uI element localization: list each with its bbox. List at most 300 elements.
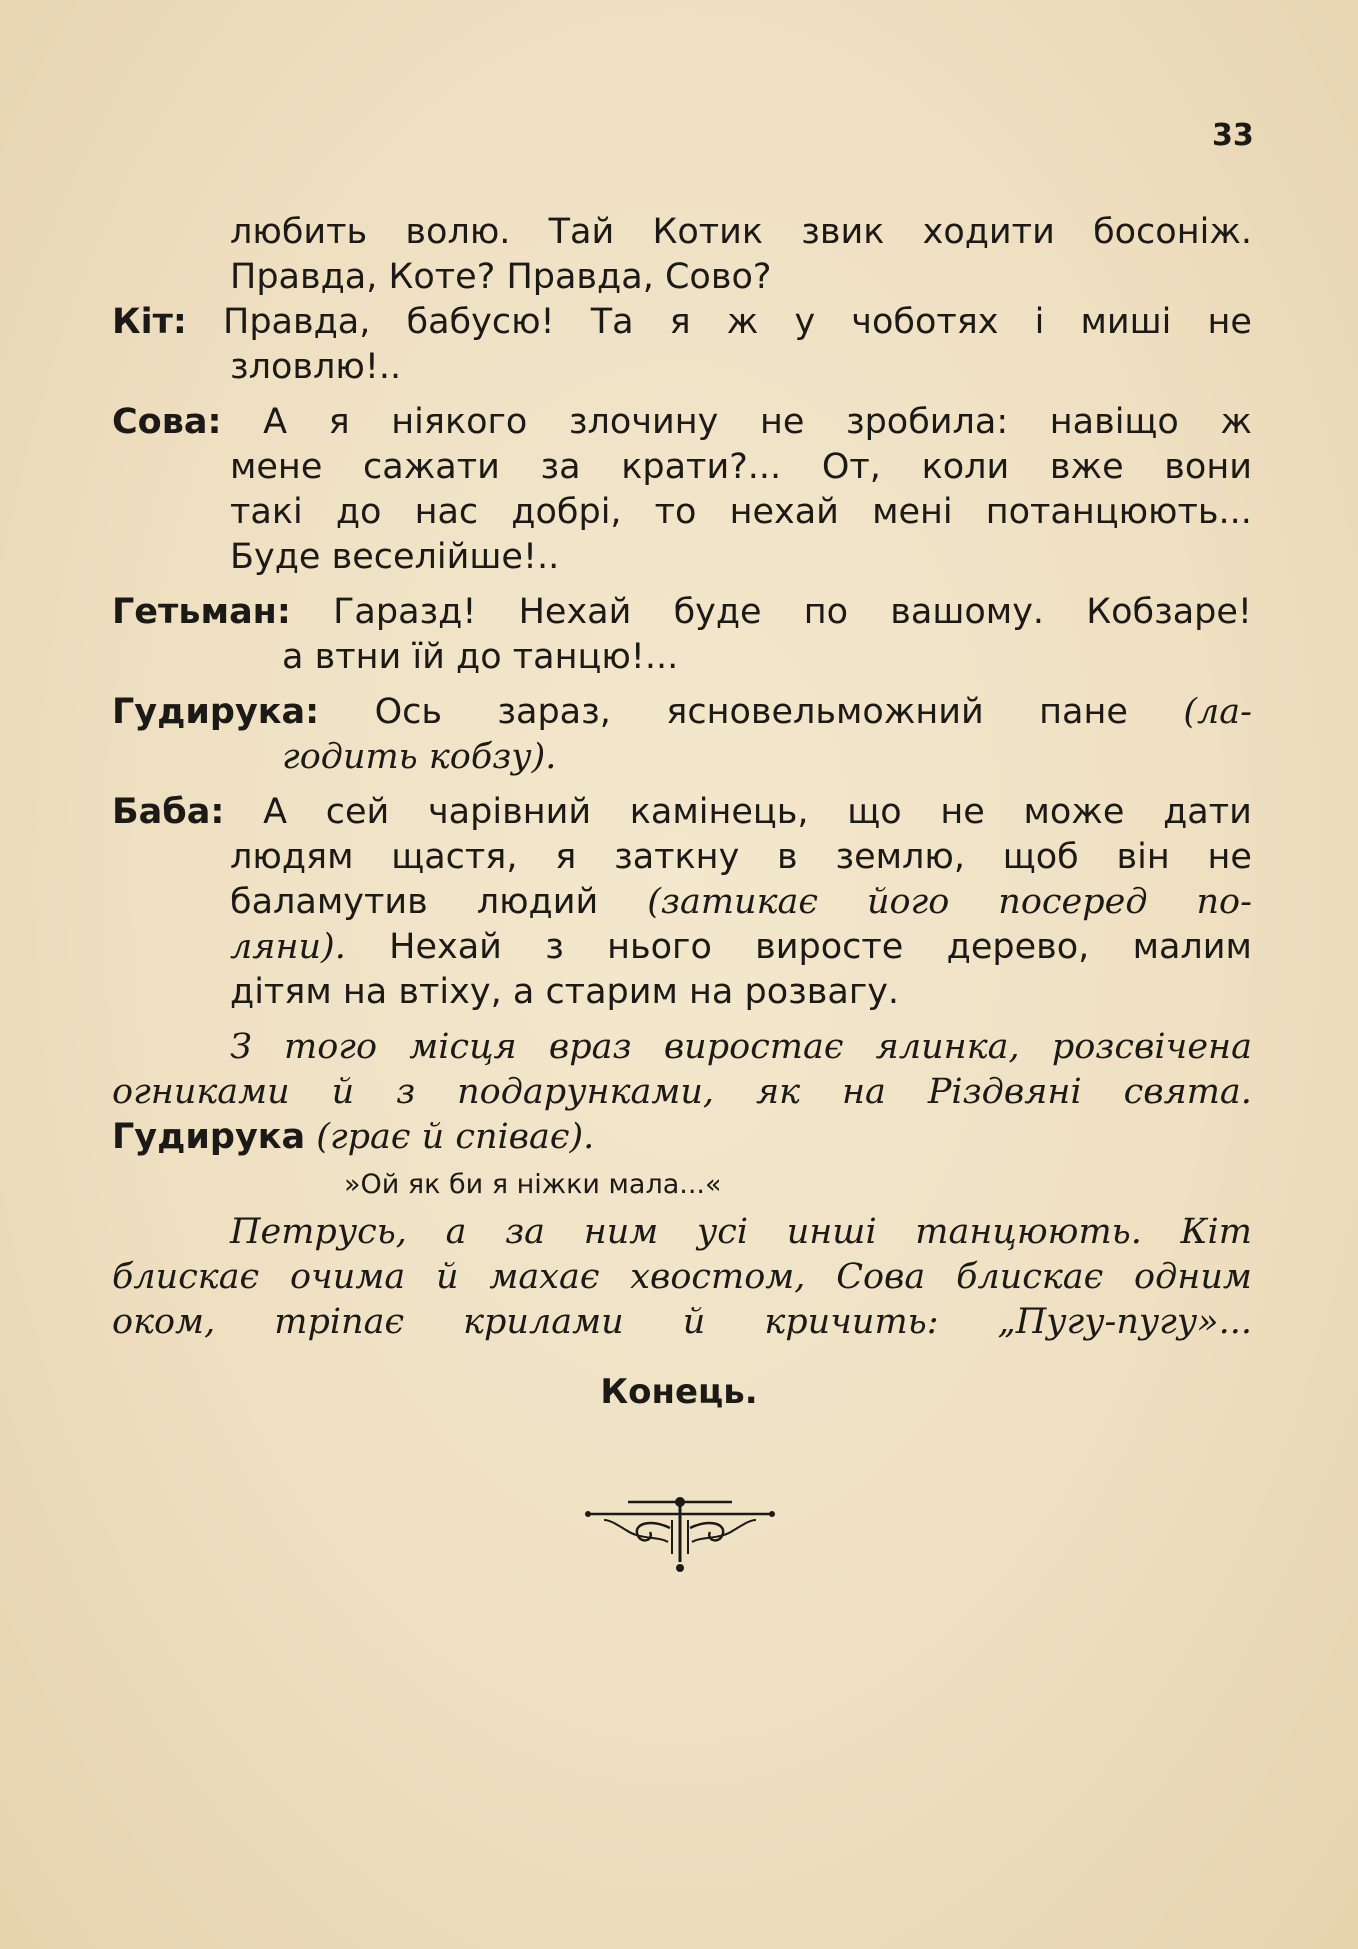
word: блискає bbox=[956, 1257, 1104, 1297]
dialogue-text: пане bbox=[1039, 692, 1128, 732]
dialogue-text: ж bbox=[726, 302, 759, 342]
word bbox=[456, 637, 502, 677]
dialogue-text: потанцюють... bbox=[985, 492, 1252, 532]
stage-direction: місця bbox=[409, 1027, 517, 1067]
stage-direction: огниками bbox=[112, 1072, 290, 1112]
word bbox=[230, 835, 354, 880]
dialogue-text: чарівний bbox=[428, 792, 592, 832]
text-line bbox=[112, 535, 1252, 580]
word bbox=[1093, 210, 1252, 255]
dialogue-text: я bbox=[555, 837, 577, 877]
stage-direction: враз bbox=[548, 1027, 632, 1067]
word bbox=[230, 880, 428, 925]
stage-direction: як bbox=[755, 1072, 801, 1112]
dialogue-text: у bbox=[794, 302, 816, 342]
dialogue-text: людям bbox=[230, 837, 354, 877]
dialogue-text: я bbox=[669, 302, 691, 342]
dialogue-lines bbox=[112, 210, 1252, 1160]
word bbox=[842, 1070, 886, 1115]
word bbox=[756, 1070, 800, 1115]
dialogue-text: ясновельможний bbox=[666, 692, 984, 732]
word: тріпає bbox=[274, 1302, 405, 1342]
text-line bbox=[112, 735, 1252, 780]
word bbox=[398, 972, 501, 1012]
dialogue-text: людий bbox=[476, 882, 599, 922]
word: блискає bbox=[112, 1257, 260, 1297]
word bbox=[986, 490, 1252, 535]
dialogue-text: виросте bbox=[755, 927, 904, 967]
dialogue-text: звик bbox=[801, 212, 885, 252]
dialogue-text: веселійше!.. bbox=[331, 537, 560, 577]
dialogue-text: заткну bbox=[614, 837, 740, 877]
word bbox=[1133, 925, 1252, 970]
dialogue-text: дітям bbox=[230, 972, 332, 1012]
word bbox=[506, 257, 653, 297]
word bbox=[851, 300, 998, 345]
word bbox=[315, 637, 402, 677]
speaker-name: Гетьман: bbox=[112, 592, 291, 632]
word: кричить: bbox=[764, 1302, 939, 1342]
word: хвостом, bbox=[630, 1257, 806, 1297]
word bbox=[652, 210, 763, 255]
dialogue-text: на bbox=[689, 972, 734, 1012]
word bbox=[846, 400, 1008, 445]
stage-direction-closing bbox=[112, 1210, 1252, 1345]
word bbox=[591, 300, 634, 345]
word bbox=[230, 972, 332, 1012]
dialogue-text: босоніж. bbox=[1093, 212, 1252, 252]
word: усі bbox=[696, 1212, 749, 1252]
text-line bbox=[112, 635, 1252, 680]
word: инші bbox=[786, 1212, 877, 1252]
paragraph-gap bbox=[112, 680, 1252, 690]
dialogue-text: такі bbox=[230, 492, 303, 532]
word bbox=[375, 690, 442, 735]
word bbox=[112, 690, 319, 735]
word bbox=[569, 400, 718, 445]
word bbox=[333, 590, 476, 635]
text-line bbox=[112, 690, 1252, 735]
dialogue-text: малим bbox=[1132, 927, 1252, 967]
word bbox=[794, 300, 815, 345]
word bbox=[890, 590, 1044, 635]
word bbox=[777, 835, 798, 880]
stage-direction-line bbox=[112, 1210, 1252, 1255]
dialogue-text: втни bbox=[314, 637, 402, 677]
word bbox=[112, 400, 222, 445]
dialogue-text: і bbox=[1034, 302, 1045, 342]
word bbox=[607, 925, 712, 970]
word bbox=[1197, 880, 1252, 925]
word: одним bbox=[1134, 1257, 1252, 1297]
dialogue-text: нього bbox=[607, 927, 712, 967]
word bbox=[1086, 590, 1252, 635]
stage-direction: на bbox=[841, 1072, 886, 1112]
word bbox=[630, 790, 809, 835]
dialogue-text: Кобзаре! bbox=[1086, 592, 1252, 632]
dialogue-text: старим bbox=[545, 972, 678, 1012]
dialogue-text: зараз, bbox=[497, 692, 611, 732]
stage-direction: Різдвяні bbox=[927, 1072, 1082, 1112]
word bbox=[614, 835, 739, 880]
dialogue-text: чоботях bbox=[851, 302, 999, 342]
word bbox=[545, 925, 564, 970]
word bbox=[928, 1070, 1082, 1115]
word bbox=[329, 400, 350, 445]
text-line bbox=[112, 970, 1252, 1015]
stage-direction: розсвічена bbox=[1051, 1027, 1252, 1067]
dialogue-text: навіщо bbox=[1049, 402, 1179, 442]
word: а bbox=[445, 1212, 467, 1252]
word bbox=[422, 1117, 445, 1157]
word bbox=[1080, 300, 1171, 345]
dialogue-text: я bbox=[328, 402, 350, 442]
dialogue-text: землю, bbox=[835, 837, 965, 877]
word bbox=[112, 1070, 290, 1115]
dialogue-text: щастя, bbox=[391, 837, 518, 877]
word bbox=[541, 445, 581, 490]
word bbox=[1183, 690, 1252, 735]
dialogue-text: розвагу. bbox=[744, 972, 900, 1012]
word bbox=[326, 790, 390, 835]
word bbox=[674, 590, 762, 635]
word bbox=[555, 835, 576, 880]
dialogue-text: а bbox=[282, 637, 304, 677]
word bbox=[112, 1117, 305, 1157]
page-number: 33 bbox=[1212, 118, 1254, 153]
dialogue-text: Сово? bbox=[664, 257, 772, 297]
word bbox=[513, 637, 678, 677]
stage-direction: посеред bbox=[998, 882, 1148, 922]
word: махає bbox=[489, 1257, 600, 1297]
dialogue-text: щоб bbox=[1002, 837, 1079, 877]
speaker-name: Кіт: bbox=[112, 302, 187, 342]
dialogue-text: вже bbox=[1049, 447, 1124, 487]
text-line bbox=[112, 210, 1252, 255]
word bbox=[407, 300, 555, 345]
dialogue-text: зробила: bbox=[845, 402, 1009, 442]
word bbox=[428, 790, 591, 835]
word bbox=[1124, 1070, 1252, 1115]
dialogue-text: їй bbox=[412, 637, 445, 677]
text-line bbox=[112, 880, 1252, 925]
stage-direction: співає). bbox=[455, 1117, 595, 1157]
word bbox=[867, 880, 949, 925]
stage-direction: його bbox=[866, 882, 950, 922]
text-line bbox=[112, 790, 1252, 835]
stage-direction: ляни). bbox=[230, 927, 346, 967]
dialogue-text: камінець, bbox=[629, 792, 809, 832]
text-line bbox=[112, 300, 1252, 345]
word bbox=[549, 1025, 632, 1070]
paragraph-gap bbox=[112, 580, 1252, 590]
text-line bbox=[112, 590, 1252, 635]
dialogue-text: А bbox=[263, 792, 288, 832]
dialogue-text: бабусю! bbox=[406, 302, 555, 342]
word bbox=[1163, 790, 1252, 835]
word bbox=[112, 300, 187, 345]
word bbox=[230, 347, 401, 387]
word: ним bbox=[583, 1212, 659, 1252]
dialogue-text: ніякого bbox=[391, 402, 528, 442]
word bbox=[230, 1025, 252, 1070]
play-text bbox=[112, 210, 1252, 1345]
dialogue-text: крати?... bbox=[621, 447, 782, 487]
word: Сова bbox=[836, 1257, 926, 1297]
word bbox=[343, 972, 387, 1012]
text-line bbox=[112, 835, 1252, 880]
text-line bbox=[112, 400, 1252, 445]
dialogue-text: нехай bbox=[729, 492, 839, 532]
word bbox=[263, 790, 287, 835]
dialogue-text: може bbox=[1023, 792, 1125, 832]
word bbox=[429, 737, 557, 777]
word bbox=[545, 972, 677, 1012]
word bbox=[1023, 790, 1124, 835]
word bbox=[282, 637, 303, 677]
word bbox=[455, 1117, 594, 1157]
dialogue-text: нас bbox=[414, 492, 479, 532]
stage-direction: годить bbox=[282, 737, 418, 777]
dialogue-text: вони bbox=[1164, 447, 1252, 487]
word bbox=[230, 257, 377, 297]
dialogue-text: він bbox=[1116, 837, 1170, 877]
word bbox=[1052, 1025, 1252, 1070]
word bbox=[391, 400, 527, 445]
dialogue-text: не bbox=[1207, 302, 1252, 342]
dialogue-text: добрі, bbox=[511, 492, 622, 532]
dialogue-text: сажати bbox=[363, 447, 500, 487]
word bbox=[457, 1070, 714, 1115]
dialogue-text: дерево, bbox=[946, 927, 1090, 967]
ornament-icon bbox=[580, 1480, 780, 1580]
dialogue-text: то bbox=[654, 492, 697, 532]
stage-direction: (грає bbox=[316, 1117, 411, 1157]
word bbox=[230, 537, 320, 577]
word bbox=[1164, 445, 1252, 490]
dialogue-text: миші bbox=[1080, 302, 1172, 342]
song-line: »Ой як би я ніжки мала...« bbox=[344, 1169, 722, 1200]
dialogue-text: злочину bbox=[568, 402, 719, 442]
dialogue-text: Гаразд! bbox=[333, 592, 477, 632]
text-line bbox=[112, 445, 1252, 490]
stage-direction: подарунками, bbox=[457, 1072, 715, 1112]
word bbox=[1039, 690, 1128, 735]
word bbox=[1116, 835, 1169, 880]
word bbox=[1035, 300, 1045, 345]
word bbox=[1003, 835, 1079, 880]
dialogue-text: Ось bbox=[374, 692, 442, 732]
word bbox=[872, 490, 953, 535]
dialogue-text: волю. bbox=[405, 212, 511, 252]
text-line bbox=[112, 490, 1252, 535]
ending-title: Конець. bbox=[600, 1372, 758, 1412]
stage-direction: з bbox=[396, 1072, 416, 1112]
word bbox=[621, 445, 781, 490]
stage-direction: виростає bbox=[663, 1027, 844, 1067]
word bbox=[847, 790, 901, 835]
dialogue-text: в bbox=[777, 837, 798, 877]
word: Кіт bbox=[1180, 1212, 1252, 1252]
dialogue-text: зловлю!.. bbox=[230, 347, 402, 387]
word bbox=[745, 972, 900, 1012]
dialogue-text: втіху, bbox=[398, 972, 502, 1012]
dialogue-text: не bbox=[759, 402, 805, 442]
dialogue-text: буде bbox=[673, 592, 762, 632]
word bbox=[1207, 835, 1251, 880]
dialogue-text: до bbox=[456, 637, 502, 677]
word bbox=[230, 490, 303, 535]
text-line bbox=[112, 1025, 1252, 1070]
word bbox=[670, 300, 691, 345]
word bbox=[112, 590, 291, 635]
dialogue-text: баламутив bbox=[230, 882, 428, 922]
stage-direction: того bbox=[284, 1027, 378, 1067]
word bbox=[804, 590, 848, 635]
word bbox=[412, 637, 444, 677]
dialogue-text: до bbox=[335, 492, 382, 532]
dialogue-text: А bbox=[263, 402, 288, 442]
word bbox=[727, 300, 759, 345]
stage-direction: (затикає bbox=[647, 882, 818, 922]
word bbox=[947, 925, 1090, 970]
text-line bbox=[112, 1070, 1252, 1115]
dialogue-text: не bbox=[940, 792, 985, 832]
word bbox=[282, 737, 418, 777]
dialogue-text: що bbox=[847, 792, 902, 832]
dialogue-text: по bbox=[803, 592, 849, 632]
stage-direction: свята. bbox=[1123, 1072, 1252, 1112]
word bbox=[549, 210, 615, 255]
dialogue-text: за bbox=[540, 447, 581, 487]
word: Петрусь, bbox=[230, 1212, 407, 1252]
word bbox=[391, 835, 517, 880]
dialogue-text: коли bbox=[921, 447, 1010, 487]
dialogue-text: дати bbox=[1163, 792, 1252, 832]
dialogue-text: мене bbox=[230, 447, 323, 487]
speaker-name: Гудирука bbox=[112, 1117, 306, 1157]
dialogue-text: на bbox=[342, 972, 388, 1012]
dialogue-text: Буде bbox=[230, 537, 321, 577]
word bbox=[665, 257, 771, 297]
word bbox=[801, 210, 884, 255]
dialogue-text: сей bbox=[325, 792, 390, 832]
word bbox=[332, 1070, 355, 1115]
text-line bbox=[112, 925, 1252, 970]
word bbox=[755, 925, 903, 970]
word bbox=[1207, 300, 1251, 345]
dialogue-text: Нехай bbox=[389, 927, 502, 967]
word bbox=[519, 590, 632, 635]
word: оком, bbox=[112, 1302, 216, 1342]
word bbox=[511, 490, 621, 535]
stage-direction-line bbox=[112, 1300, 1252, 1345]
dialogue-text: мені bbox=[872, 492, 953, 532]
stage-direction: й bbox=[421, 1117, 445, 1157]
word bbox=[223, 300, 370, 345]
stage-direction: ялинка, bbox=[875, 1027, 1020, 1067]
word: й bbox=[682, 1302, 706, 1342]
word: танцюють. bbox=[915, 1212, 1142, 1252]
dialogue-text: ходити bbox=[922, 212, 1055, 252]
word bbox=[405, 210, 510, 255]
stage-direction: (ла- bbox=[1183, 692, 1252, 732]
dialogue-text: танцю!... bbox=[512, 637, 679, 677]
speaker-name: Гудирука: bbox=[112, 692, 320, 732]
word bbox=[923, 210, 1055, 255]
dialogue-text: Та bbox=[590, 302, 634, 342]
word bbox=[835, 835, 965, 880]
dialogue-text: От, bbox=[821, 447, 881, 487]
dialogue-text: вашому. bbox=[890, 592, 1045, 632]
word bbox=[1050, 445, 1124, 490]
stage-direction: кобзу). bbox=[428, 737, 557, 777]
word bbox=[876, 1025, 1020, 1070]
word: за bbox=[505, 1212, 546, 1252]
word bbox=[922, 445, 1010, 490]
stage-direction: й bbox=[331, 1072, 355, 1112]
word bbox=[664, 1025, 844, 1070]
word bbox=[284, 1025, 377, 1070]
word bbox=[316, 1117, 410, 1157]
word bbox=[230, 445, 322, 490]
word bbox=[689, 972, 733, 1012]
dialogue-text: Котик bbox=[652, 212, 764, 252]
dialogue-text: з bbox=[545, 927, 564, 967]
word bbox=[940, 790, 984, 835]
word bbox=[336, 490, 382, 535]
word bbox=[730, 490, 839, 535]
word bbox=[1220, 400, 1252, 445]
paragraph-gap bbox=[112, 1015, 1252, 1025]
word: очима bbox=[289, 1257, 406, 1297]
dialogue-text: любить bbox=[230, 212, 368, 252]
paragraph-gap bbox=[112, 780, 1252, 790]
word bbox=[655, 490, 697, 535]
word bbox=[230, 210, 367, 255]
dialogue-text: Тай bbox=[548, 212, 615, 252]
dialogue-text: Нехай bbox=[518, 592, 632, 632]
word bbox=[1050, 400, 1179, 445]
word bbox=[112, 790, 224, 835]
word bbox=[363, 445, 500, 490]
word bbox=[760, 400, 804, 445]
dialogue-text: ж bbox=[1220, 402, 1252, 442]
word bbox=[666, 690, 983, 735]
word bbox=[389, 925, 502, 970]
word bbox=[497, 690, 610, 735]
word bbox=[415, 490, 479, 535]
word: й bbox=[436, 1257, 459, 1297]
text-line bbox=[112, 1115, 1252, 1160]
word bbox=[230, 925, 346, 970]
stage-direction: З bbox=[230, 1027, 252, 1067]
paragraph-gap bbox=[112, 390, 1252, 400]
word bbox=[477, 880, 599, 925]
speaker-name: Сова: bbox=[112, 402, 222, 442]
stage-direction-line bbox=[112, 1255, 1252, 1300]
word bbox=[998, 880, 1147, 925]
word bbox=[396, 1070, 415, 1115]
text-line bbox=[112, 345, 1252, 390]
word bbox=[332, 537, 560, 577]
word bbox=[513, 972, 534, 1012]
word bbox=[822, 445, 881, 490]
speaker-name: Баба: bbox=[112, 792, 225, 832]
stage-direction: по- bbox=[1196, 882, 1252, 922]
word: крилами bbox=[463, 1302, 624, 1342]
dialogue-text: Правда, bbox=[230, 257, 378, 297]
